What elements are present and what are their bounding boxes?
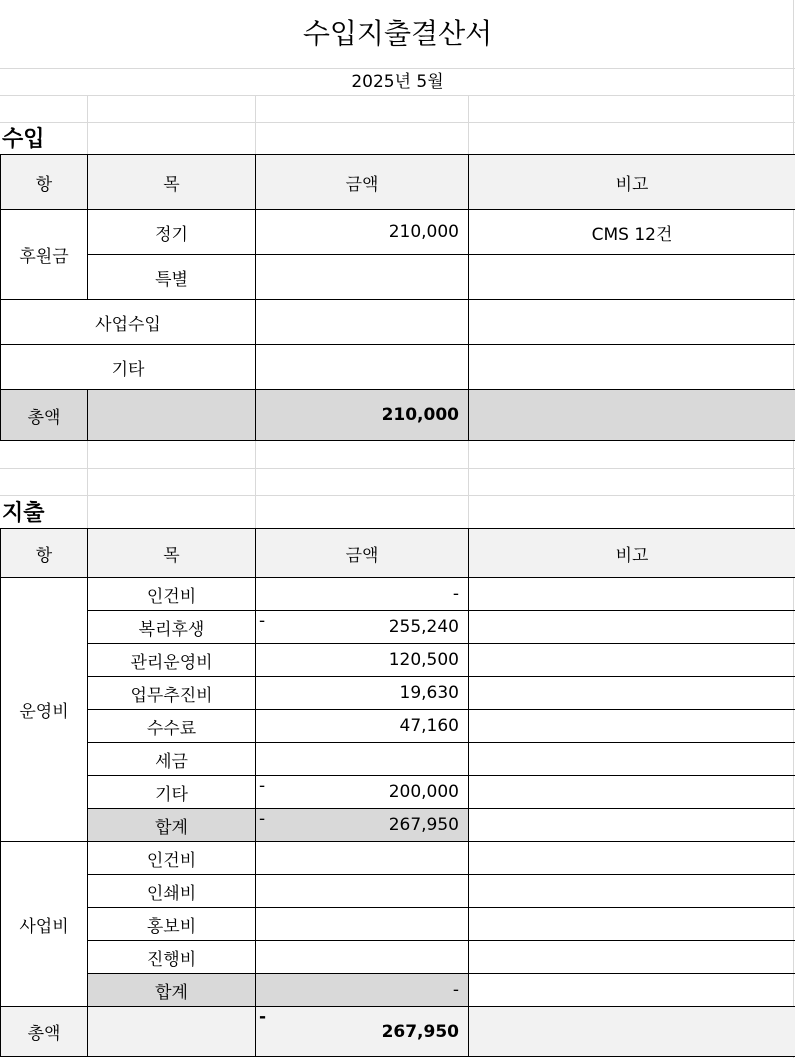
header-note: 비고	[469, 529, 795, 578]
note-cell	[469, 908, 795, 941]
item-cell: 인건비	[88, 842, 256, 875]
total-amount: 210,000	[256, 390, 469, 441]
dash-mark: -	[259, 776, 266, 796]
note-cell	[469, 875, 795, 908]
note-cell	[469, 809, 795, 842]
note-cell	[469, 677, 795, 710]
subtotal-amount: -	[256, 974, 469, 1007]
amount-cell	[256, 578, 469, 611]
amount-value: 255,240	[388, 617, 459, 637]
note-cell	[469, 578, 795, 611]
note-cell	[469, 255, 795, 300]
amount-cell: 210,000	[256, 210, 469, 255]
table-row	[1, 908, 795, 941]
gridline	[468, 95, 469, 155]
amount-value: 120,500	[388, 650, 459, 670]
header-item: 목	[88, 529, 256, 578]
table-row	[1, 941, 795, 974]
amount-cell	[256, 677, 469, 710]
table-row	[1, 677, 795, 710]
table-row	[1, 644, 795, 677]
item-cell: 사업수입	[1, 300, 256, 345]
expense-header-row	[1, 529, 795, 578]
amount-value: 200,000	[388, 782, 459, 802]
item-cell: 기타	[1, 345, 256, 390]
note-cell	[469, 300, 795, 345]
item-cell: 특별	[88, 255, 256, 300]
item-cell: 세금	[88, 743, 256, 776]
gridline	[255, 95, 256, 155]
note-cell	[469, 776, 795, 809]
note-cell	[469, 842, 795, 875]
subtotal-amount-cell	[256, 809, 469, 842]
empty-cell	[469, 390, 795, 441]
gridline	[87, 95, 88, 155]
item-cell: 진행비	[88, 941, 256, 974]
table-row	[1, 300, 795, 345]
table-row	[1, 875, 795, 908]
header-amount: 금액	[256, 155, 469, 210]
amount-value: 47,160	[399, 716, 459, 736]
gridline	[468, 441, 469, 529]
empty-cell	[88, 1007, 256, 1057]
operating-subtotal-row	[1, 809, 795, 842]
note-cell	[469, 644, 795, 677]
note-cell	[469, 974, 795, 1007]
table-row	[1, 776, 795, 809]
group-donation: 후원금	[1, 210, 88, 300]
table-row	[1, 710, 795, 743]
dash-mark: -	[259, 809, 266, 829]
item-cell: 홍보비	[88, 908, 256, 941]
amount-value: 19,630	[399, 683, 459, 703]
table-row	[1, 578, 795, 611]
table-row	[1, 743, 795, 776]
note-cell	[469, 941, 795, 974]
gridline	[255, 441, 256, 529]
group-operating: 운영비	[1, 578, 88, 842]
page-title: 수입지출결산서	[302, 17, 493, 50]
header-note: 비고	[469, 155, 795, 210]
amount-cell	[256, 875, 469, 908]
item-cell: 정기	[88, 210, 256, 255]
item-cell: 인건비	[88, 578, 256, 611]
empty-cell	[469, 1007, 795, 1057]
note-cell	[469, 710, 795, 743]
subtotal-label: 합계	[88, 974, 256, 1007]
table-row	[1, 345, 795, 390]
gridline	[0, 495, 795, 496]
amount-cell	[256, 941, 469, 974]
total-amount: 267,950	[381, 1021, 459, 1042]
header-amount: 금액	[256, 529, 469, 578]
expense-total-row	[1, 1007, 795, 1057]
item-cell: 수수료	[88, 710, 256, 743]
project-subtotal-row	[1, 974, 795, 1007]
group-project: 사업비	[1, 842, 88, 1007]
note-cell: CMS 12건	[469, 210, 795, 255]
note-cell	[469, 743, 795, 776]
empty-cell	[88, 390, 256, 441]
amount-cell	[256, 743, 469, 776]
item-cell: 복리후생	[88, 611, 256, 644]
amount-cell	[256, 345, 469, 390]
table-row	[1, 255, 795, 300]
table-row	[1, 210, 795, 255]
gridline	[0, 122, 795, 123]
amount-cell	[256, 300, 469, 345]
expense-section-title: 지출	[2, 501, 45, 526]
header-category: 항	[1, 529, 88, 578]
dash-mark: -	[259, 1007, 267, 1027]
income-header-row	[1, 155, 795, 210]
period-label: 2025년 5월	[351, 72, 444, 92]
note-cell	[469, 611, 795, 644]
income-total-row	[1, 390, 795, 441]
gridline	[87, 441, 88, 529]
amount-value: -	[452, 584, 459, 604]
table-row	[1, 611, 795, 644]
item-cell: 인쇄비	[88, 875, 256, 908]
subtotal-amount: 267,950	[388, 815, 459, 835]
note-cell	[469, 345, 795, 390]
amount-cell	[256, 776, 469, 809]
income-table	[0, 154, 795, 441]
header-item: 목	[88, 155, 256, 210]
total-label: 총액	[1, 1007, 88, 1057]
item-cell: 업무추진비	[88, 677, 256, 710]
dash-mark: -	[259, 611, 266, 631]
amount-cell	[256, 842, 469, 875]
item-cell: 기타	[88, 776, 256, 809]
subtotal-label: 합계	[88, 809, 256, 842]
total-label: 총액	[1, 390, 88, 441]
total-amount-cell	[256, 1007, 469, 1057]
amount-cell	[256, 644, 469, 677]
income-section-title: 수입	[2, 127, 45, 152]
amount-cell	[256, 710, 469, 743]
amount-cell	[256, 611, 469, 644]
item-cell: 관리운영비	[88, 644, 256, 677]
amount-cell	[256, 908, 469, 941]
gridline	[0, 468, 795, 469]
amount-cell	[256, 255, 469, 300]
expense-table	[0, 528, 795, 1057]
table-row	[1, 842, 795, 875]
header-category: 항	[1, 155, 88, 210]
